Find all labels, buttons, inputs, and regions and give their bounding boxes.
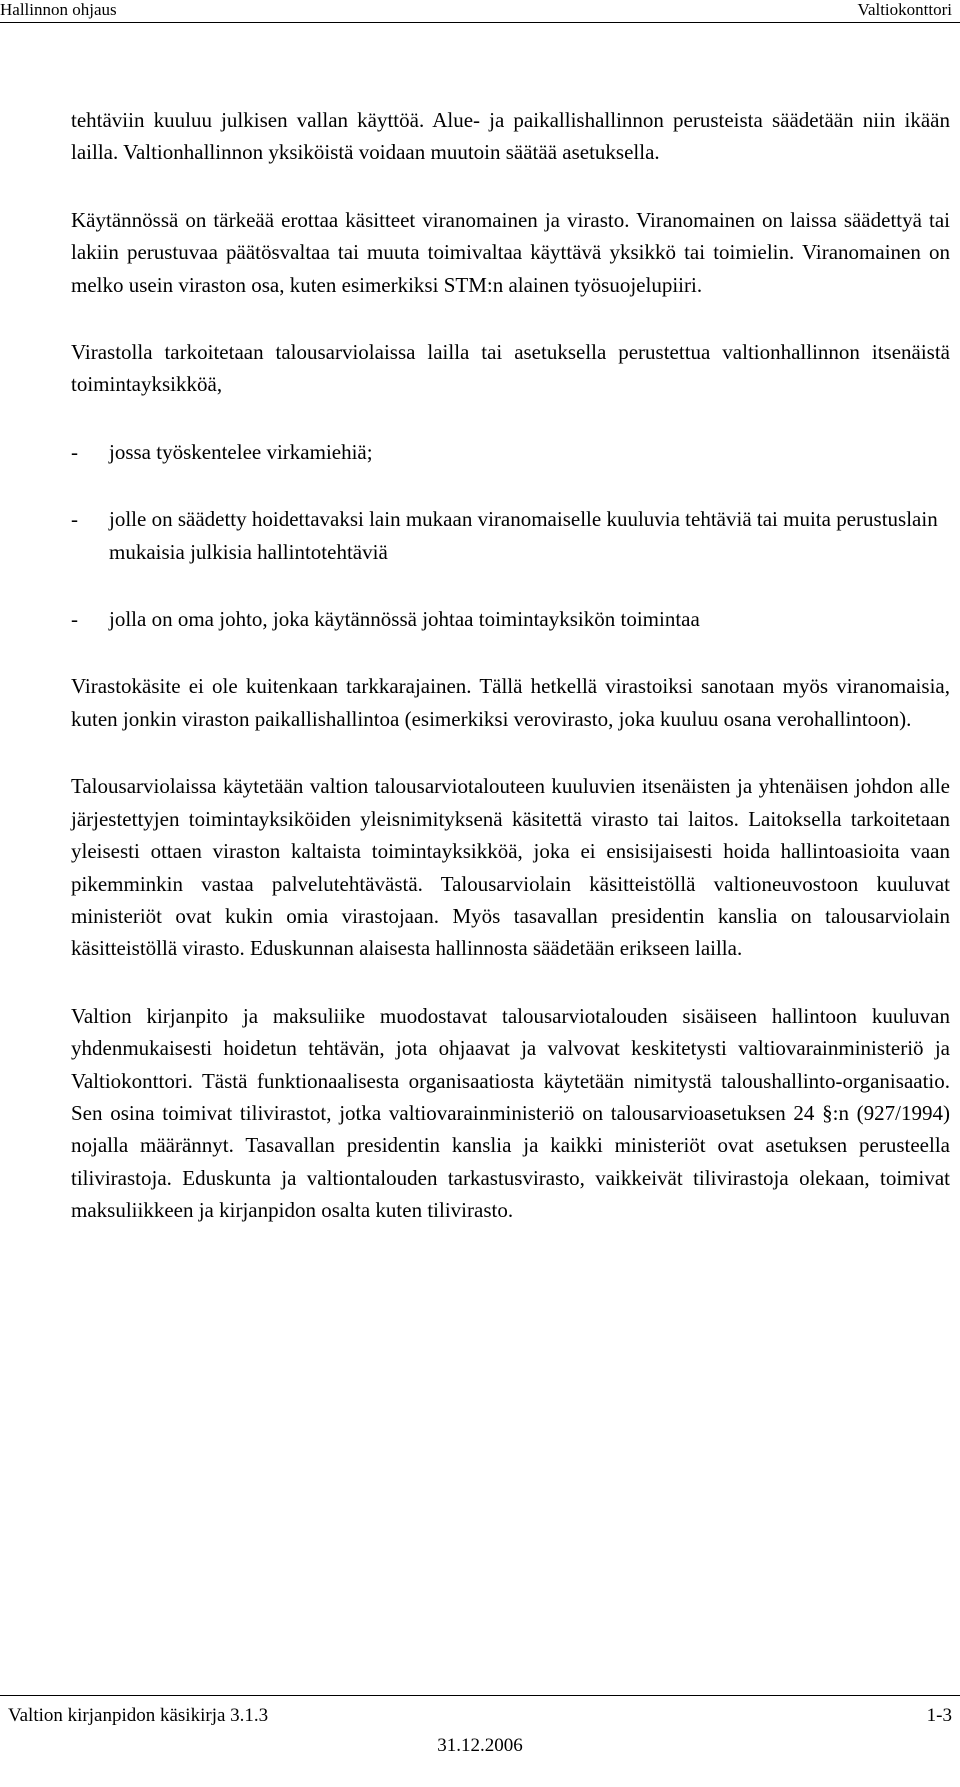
footer-date: 31.12.2006 <box>437 1735 523 1756</box>
header-organization: Valtiokonttori <box>857 0 952 19</box>
header-section-title: Hallinnon ohjaus <box>0 0 117 19</box>
paragraph-5: Talousarviolaissa käytetään valtion talousarviotalouteen kuuluvien itsenäisten ja yhtenäisen johdon alle järjestettyjen toimintayksiköiden yleisnimityksenä käsitettä virasto tai laitos. Laitoksella tarkoitetaan yleisesti ottaen viraston kaltaista toimintayksikköä, joka ei ensisijaisesti hoida hallintoasioita vaan pikemminkin vastaa palvelutehtävästä. Talousarviolain käsitteistöllä valtioneuvostoon kuuluvat ministeriöt ovat kukin omia virastojaan. Myös tasavallan presidentin kanslia on talousarviolain käsitteistöllä virasto. Eduskunnan alaisesta hallinnosta säädetään erikseen lailla. <box>71 774 950 961</box>
list-item-text: jolla on oma johto, joka käytännössä johtaa toimintayksikön toimintaa <box>109 607 700 632</box>
document-body <box>71 104 950 1227</box>
header-divider <box>0 22 960 23</box>
paragraph-4: Virastokäsite ei ole kuitenkaan tarkkarajainen. Tällä hetkellä virastoiksi sanotaan myös viranomaisia, kuten jonkin viraston paikallishallintoa (esimerkiksi verovirasto, joka kuuluu osana verohallintoon). <box>71 674 950 731</box>
paragraph-6: Valtion kirjanpito ja maksuliike muodostavat talousarviotalouden sisäiseen hallintoon kuuluvan yhdenmukaisesti hoidetun tehtävän, jota ohjaavat ja valvovat keskitetysti valtiovarainministeriö ja Valtiokonttori. Tästä funktionaalisesta organisaatiosta käytetään nimitystä taloushallinto-organisaatio. Sen osina toimivat tilivirastot, jotka valtiovarainministeriö on talousarvioasetuksen 24 §:n (927/1994) nojalla määrännyt. Tasavallan presidentin kanslia ja kaikki ministeriöt ovat asetuksen perusteella tilivirastoja. Eduskunta ja valtiontalouden tarkastusvirasto, vaikkeivät tilivirastoja olekaan, toimivat maksuliikkeen ja kirjanpidon osalta kuten tilivirasto. <box>71 1003 950 1223</box>
list-item-text: jossa työskentelee virkamiehiä; <box>109 439 373 464</box>
footer-divider <box>0 1695 960 1696</box>
list-dash: - <box>71 507 78 532</box>
list-item <box>71 436 950 468</box>
paragraph-2: Käytännössä on tärkeää erottaa käsitteet viranomainen ja virasto. Viranomainen on laissa säädettyä tai lakiin perustuvaa päätösvaltaa tai muuta toimivaltaa käyttävä yksikkö tai toimielin. Viranomainen on melko usein viraston osa, kuten esimerkiksi STM:n alainen työsuojelupiiri. <box>71 207 950 297</box>
list-item-text: jolle on säädetty hoidettavaksi lain mukaan viranomaiselle kuuluvia tehtäviä tai muita perustuslain mukaisia julkisia hallintotehtäviä <box>109 507 938 564</box>
list-item <box>71 503 950 568</box>
footer-page-number: 1-3 <box>926 1705 952 1726</box>
page-header <box>0 0 960 22</box>
paragraph-1: tehtäviin kuuluu julkisen vallan käyttöä. Alue- ja paikallishallinnon perusteista säädetään niin ikään lailla. Valtionhallinnon yksiköistä voidaan muutoin säätää asetuksella. <box>71 108 950 165</box>
list-dash: - <box>71 439 78 464</box>
list-item <box>71 603 950 635</box>
footer-document-title: Valtion kirjanpidon käsikirja 3.1.3 <box>8 1705 269 1726</box>
paragraph-3: Virastolla tarkoitetaan talousarviolaissa lailla tai asetuksella perustettua valtionhallinnon itsenäistä toimintayksikköä, <box>71 340 950 397</box>
list-dash: - <box>71 607 78 632</box>
